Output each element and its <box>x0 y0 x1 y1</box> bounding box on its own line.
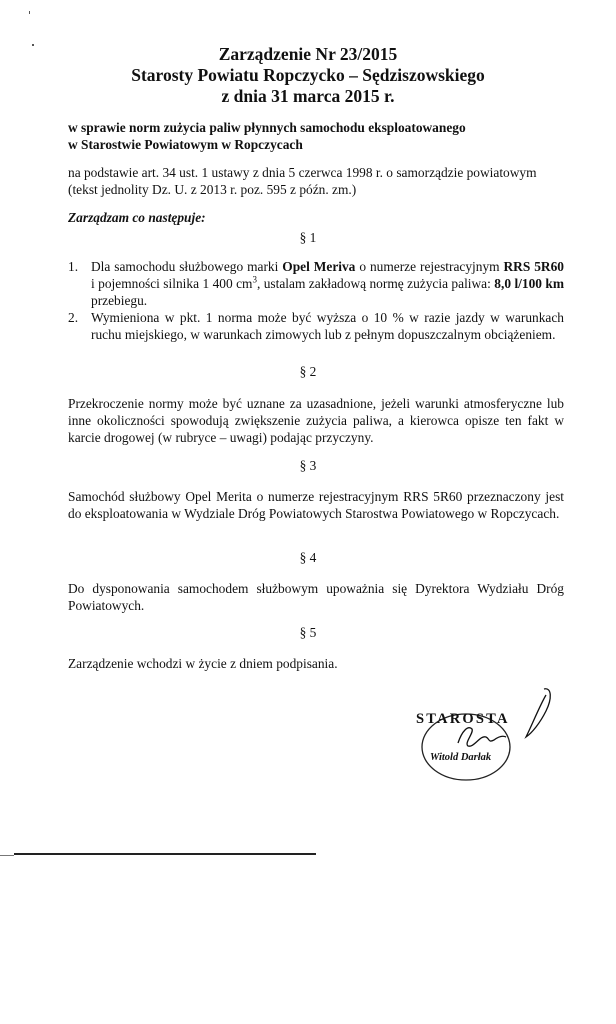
section-heading-4: § 4 <box>299 550 317 565</box>
section-3-paragraph: Samochód służbowy Opel Merita o numerze rejestracyjnym RRS 5R60 przeznaczony jest do eksploatowania w Wydziale Dróg Powiatowych Starostwa Powiatowego w Ropczycach. <box>68 489 564 521</box>
subject-line-2: w Starostwie Powiatowym w Ropczycach <box>68 137 303 152</box>
item-text: o numerze rejestracyjnym <box>355 259 504 274</box>
list-item <box>68 309 564 343</box>
legal-basis-line-1: na podstawie art. 34 ust. 1 ustawy z dnia 5 czerwca 1998 r. o samorządzie powiatowym <box>68 165 537 180</box>
list-item <box>68 258 564 309</box>
superscript: 3 <box>252 274 257 285</box>
section-4-paragraph: Do dysponowania samochodem służbowym upoważnia się Dyrektora Wydziału Dróg Powiatowych. <box>68 581 564 613</box>
issuer-line: Starosty Powiatu Ropczycko – Sędziszowskiego <box>131 65 485 85</box>
horizontal-rule <box>14 853 316 855</box>
item-text: Wymieniona w pkt. 1 norma może być wyższa o 10 % w razie jazdy w warunkach ruchu miejskiego, w warunkach zimowych lub z pełnym dopuszczalnym obciążeniem. <box>91 310 564 342</box>
stamp-title: STAROSTA <box>416 711 510 727</box>
item-text: i pojemności silnika 1 400 cm <box>91 276 253 291</box>
registration-number: RRS 5R60 <box>503 259 564 274</box>
legal-basis <box>68 164 564 198</box>
section-heading-1: § 1 <box>299 230 317 245</box>
section-1-list <box>68 258 564 343</box>
car-model: Opel Meriva <box>282 259 356 274</box>
date-line: z dnia 31 marca 2015 r. <box>221 86 395 106</box>
signatory-name: Witold Darłak <box>430 752 492 763</box>
section-5-paragraph: Zarządzenie wchodzi w życie z dniem podpisania. <box>68 656 338 671</box>
signature-scribble <box>458 728 506 746</box>
section-heading-3: § 3 <box>299 458 317 473</box>
signature-stamp <box>410 685 570 790</box>
item-text: przebiegu. <box>91 293 148 308</box>
section-2-paragraph: Przekroczenie normy może być uznane za uzasadnione, jeżeli warunki atmosferyczne lub inne okoliczności spowodują zwiększenie zużycia paliwa, a kierowca opisze ten fakt w karcie drogowej (w rubryce – uwagi) podając przyczyny. <box>68 396 564 445</box>
signature-flourish <box>526 689 550 737</box>
item-text: , ustalam zakładową normę zużycia paliwa: <box>256 276 495 291</box>
subject-line-1: w sprawie norm zużycia paliw płynnych samochodu eksploatowanego <box>68 120 466 135</box>
section-heading-5: § 5 <box>299 625 317 640</box>
section-heading-2: § 2 <box>299 364 317 379</box>
item-text: Dla samochodu służbowego marki <box>91 259 283 274</box>
legal-basis-line-2: (tekst jednolity Dz. U. z 2013 r. poz. 595 z późn. zm.) <box>68 182 357 197</box>
subject-block <box>68 119 568 153</box>
list-number: 2. <box>68 310 79 325</box>
scan-line <box>0 855 14 856</box>
list-number: 1. <box>68 259 79 274</box>
decree-phrase: Zarządzam co następuje: <box>68 210 206 225</box>
scan-speck <box>29 11 30 14</box>
fuel-norm: 8,0 l/100 km <box>494 276 565 291</box>
document-title: Zarządzenie Nr 23/2015 <box>218 44 398 64</box>
